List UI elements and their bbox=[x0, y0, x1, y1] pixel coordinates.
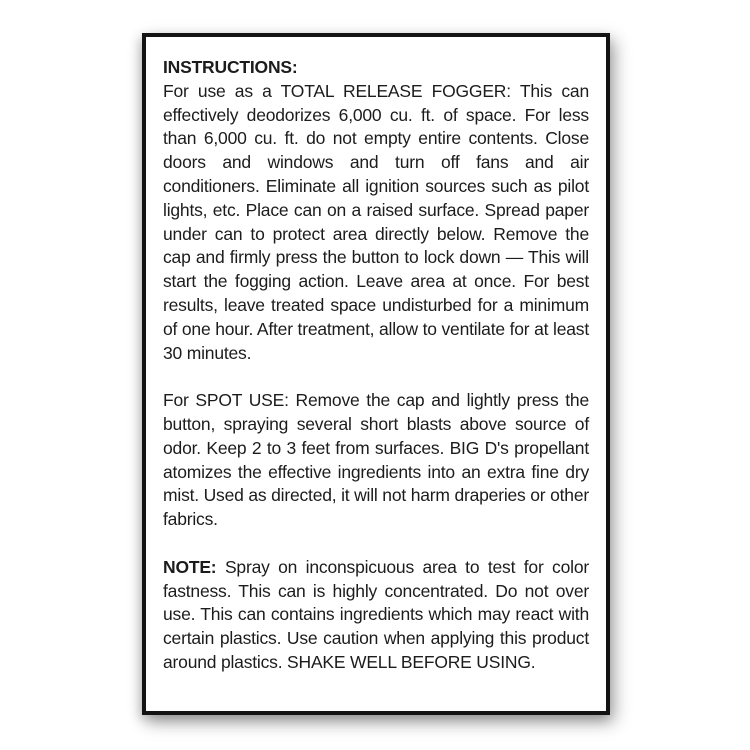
instructions-label-panel bbox=[142, 33, 610, 715]
note-lead-label: NOTE: bbox=[163, 556, 217, 577]
paragraph-total-release-fogger-text: For use as a TOTAL RELEASE FOGGER: This can effectively deodorizes 6,000 cu. ft. of space. For less than 6,000 cu. ft. do not empty entire contents. Close doors and windows and turn off fans and air conditioners. Eliminate all ignition sources such as pilot lights, etc. Place can on a raised surface. Spread paper under can to protect area directly below. Remove the cap and firmly press the button to lock down — This will start the fogging action. Leave area at once. For best results, leave treated space undisturbed for a minimum of one hour. After treatment, allow to ventilate for at least 30 minutes. bbox=[163, 80, 589, 363]
instructions-heading: INSTRUCTIONS: bbox=[163, 57, 298, 77]
paragraph-spot-use bbox=[163, 389, 589, 532]
paragraph-spot-use-text: For SPOT USE: Remove the cap and lightly press the button, spraying several short blasts above source of odor. Keep 2 to 3 feet from surfaces. BIG D's propellant atomizes the effective ingredients into an extra fine dry mist. Used as directed, it will not harm draperies or other fabrics. bbox=[163, 390, 589, 530]
paragraph-total-release-fogger bbox=[163, 80, 589, 366]
paragraph-note-text: Spray on inconspicuous area to test for color fastness. This can is highly concentrated. Do not over use. This can contains ingredients which may react with certain plastics. Use caution when applying this product around plastics. SHAKE WELL BEFORE USING. bbox=[163, 556, 589, 672]
instructions-text-block bbox=[163, 56, 589, 675]
paragraph-note bbox=[163, 556, 589, 675]
